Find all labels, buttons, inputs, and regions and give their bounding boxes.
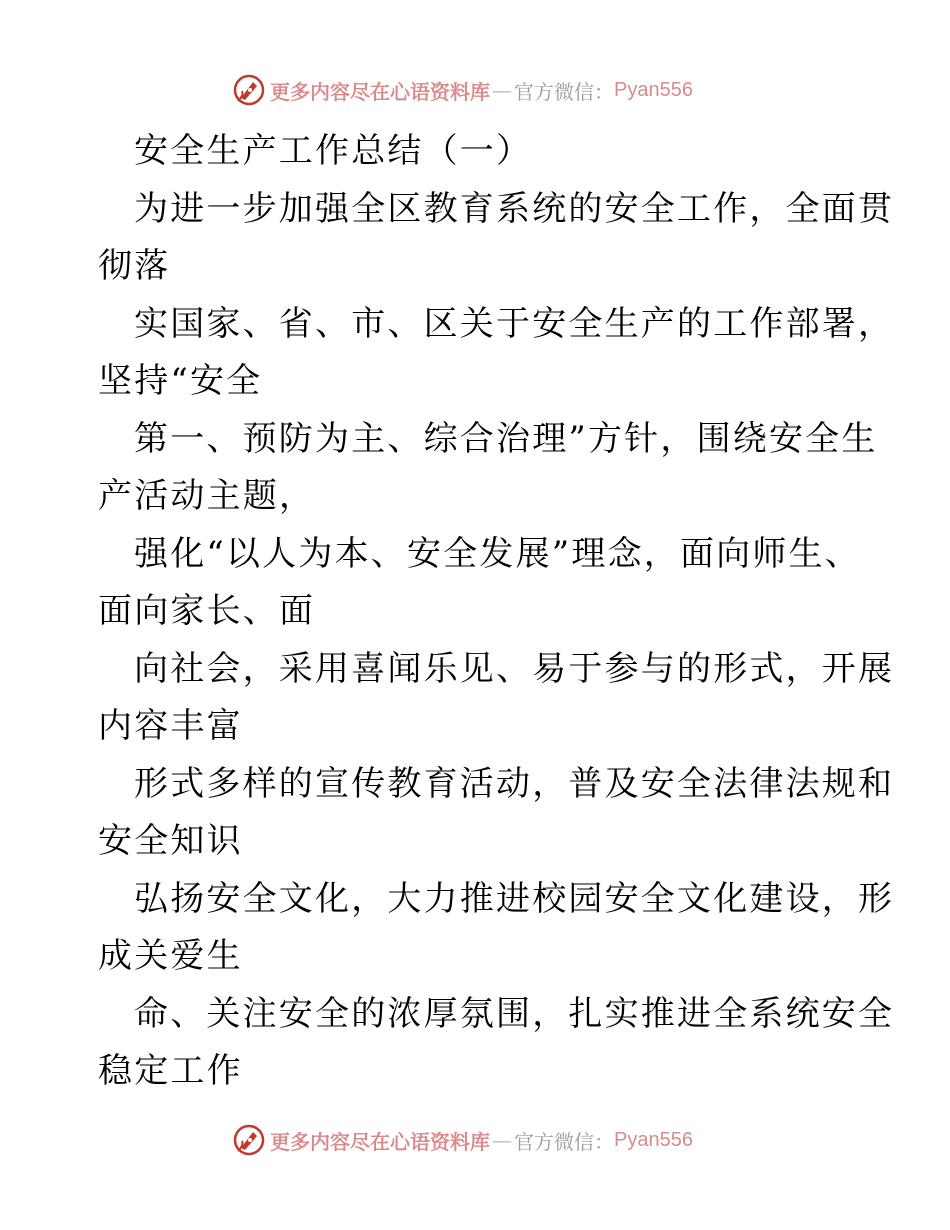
text-line: 彻落 [98,246,171,286]
footer-banner-text: 更多内容尽在心语资料库 [270,1129,490,1154]
text-line: 内容丰富 [98,706,243,746]
header-banner [232,70,752,110]
footer-banner-separator: — [492,1128,512,1152]
header-banner-separator: — [492,78,512,102]
text-line: 强化“以人为本、安全发展”理念，面向师生、 [134,533,861,574]
text-line: 安全知识 [98,821,243,861]
footer-banner [232,1120,752,1160]
header-banner-text: 更多内容尽在心语资料库 [270,79,490,104]
text-line: 为进一步加强全区教育系统的安全工作，全面贯 [134,188,895,229]
text-line: 坚持“安全 [98,361,263,401]
text-line: 命、关注安全的浓厚氛围，扎实推进全系统安全 [134,993,895,1034]
text-line: 稳定工作 [98,1051,243,1091]
text-line: 弘扬安全文化，大力推进校园安全文化建设，形 [134,878,895,919]
pen-nib-logo-icon [232,73,266,107]
text-line: 形式多样的宣传教育活动，普及安全法律法规和 [134,763,895,804]
text-line: 成关爱生 [98,936,243,976]
text-line: 产活动主题， [98,476,316,516]
text-line: 面向家长、面 [98,591,316,631]
document-title: 安全生产工作总结（一） [134,131,533,171]
pen-nib-logo-icon [232,1123,266,1157]
text-line: 向社会，采用喜闻乐见、易于参与的形式，开展 [134,648,895,689]
header-banner-contact-label: 官方微信： [514,79,614,104]
footer-banner-contact-label: 官方微信： [514,1129,614,1154]
document-body [98,123,895,1101]
text-line: 实国家、省、市、区关于安全生产的工作部署， [134,303,895,344]
header-banner-contact-id: Pyan556 [614,78,693,101]
text-line: 第一、预防为主、综合治理”方针，围绕安全生 [134,418,878,459]
footer-banner-contact-id: Pyan556 [614,1128,693,1151]
